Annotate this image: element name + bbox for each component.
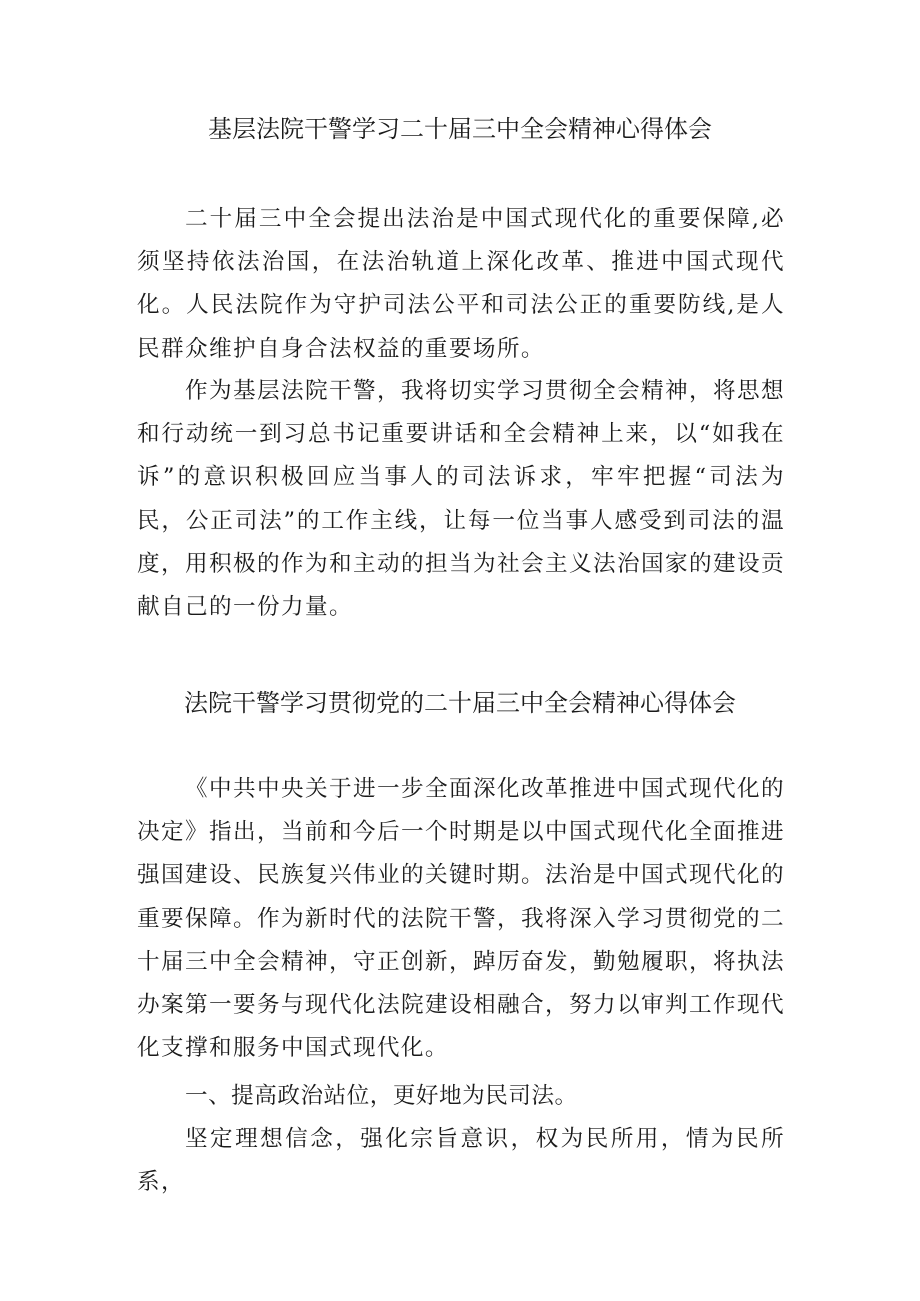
section1-title: 基层法院干警学习二十届三中全会精神心得体会 — [208, 115, 712, 143]
section2-title: 法院干警学习贯彻党的二十届三中全会精神心得体会 — [184, 689, 736, 717]
section2-body-paragraph: 坚定理想信念，强化宗旨意识，权为民所用，情为民所系， — [137, 1126, 785, 1196]
section2-intro-paragraph: 《中共中央关于进一步全面深化改革推进中国式现代化的决定》指出，当前和今后一个时期是以中国式现代化全面推进强国建设、民族复兴伟业的关键时期。法治是中国式现代化的重要保障。作为新时代的法院干警，我将深入学习贯彻党的二十届三中全会精神，守正创新，踔厉奋发，勤勉履职，将执法办案第一要务与现代化法院建设相融合，努力以审判工作现代化支撑和服务中国式现代化。 — [137, 776, 785, 1062]
section1-paragraph-2: 作为基层法院干警，我将切实学习贯彻全会精神，将思想和行动统一到习总书记重要讲话和全会精神上来，以“如我在诉”的意识积极回应当事人的司法诉求，牢牢把握“司法为民，公正司法”的工作主线，让每一位当事人感受到司法的温度，用积极的作为和主动的担当为社会主义法治国家的建设贡献自己的一份力量。 — [137, 378, 785, 621]
section2-subheading: 一、提高政治站位，更好地为民司法。 — [185, 1083, 578, 1109]
section1-paragraph-1: 二十届三中全会提出法治是中国式现代化的重要保障,必须坚持依法治国，在法治轨道上深化改革、推进中国式现代化。人民法院作为守护司法公平和司法公正的重要防线,是人民群众维护自身合法权益的重要场所。 — [137, 206, 785, 362]
